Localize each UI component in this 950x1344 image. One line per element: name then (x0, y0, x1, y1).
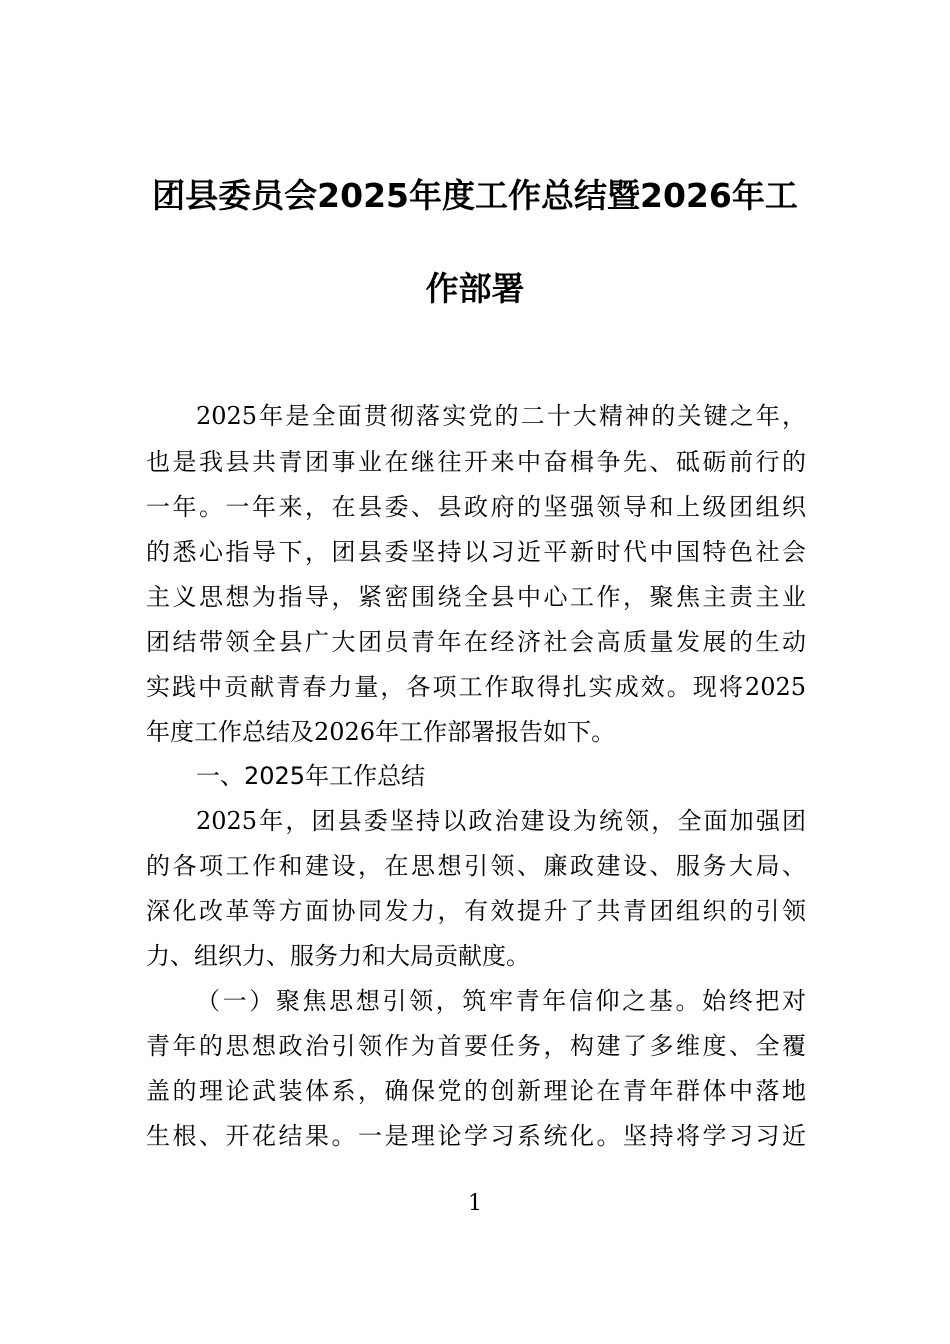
document-title-line-2: 作部署 (425, 269, 525, 308)
paragraph-line: 一年。一年来，在县委、县政府的坚强领导和上级团组织 (146, 493, 806, 521)
paragraph-line (196, 986, 806, 1016)
paragraph-line: 2025年，团县委坚持以政治建设为统领，全面加强团 (196, 807, 806, 835)
page-number: 1 (468, 1191, 482, 1216)
paragraph-text: 始终把对 (702, 987, 807, 1015)
document-title-line-1: 团县委员会2025年度工作总结暨2026年工 (152, 176, 798, 215)
paragraph-line: 的各项工作和建设，在思想引领、廉政建设、服务大局、 (146, 852, 806, 880)
paragraph-line: 年度工作总结及2026年工作部署报告如下。 (146, 718, 616, 746)
paragraph-line: 青年的思想政治引领作为首要任务，构建了多维度、全覆 (146, 1032, 806, 1060)
paragraph-line: 生根、开花结果。一是理论学习系统化。坚持将学习习近 (146, 1122, 806, 1150)
section-heading: 一、2025年工作总结 (196, 762, 426, 790)
paragraph-line: 盖的理论武装体系，确保党的创新理论在青年群体中落地 (146, 1077, 806, 1105)
paragraph-line: 力、组织力、服务力和大局贡献度。 (146, 942, 530, 970)
paragraph-line: 的悉心指导下，团县委坚持以习近平新时代中国特色社会 (146, 538, 806, 566)
paragraph-line: 深化改革等方面协同发力，有效提升了共青团组织的引领 (146, 897, 806, 925)
paragraph-line: 团结带领全县广大团员青年在经济社会高质量发展的生动 (146, 628, 806, 656)
subsection-heading: （一）聚焦思想引领，筑牢青年信仰之基。 (196, 987, 703, 1015)
paragraph-line: 也是我县共青团事业在继往开来中奋楫争先、砥砺前行的 (146, 448, 806, 476)
paragraph-line: 主义思想为指导，紧密围绕全县中心工作，聚焦主责主业 (146, 583, 806, 611)
paragraph-line: 2025年是全面贯彻落实党的二十大精神的关键之年， (196, 402, 806, 430)
paragraph-line: 实践中贡献青春力量，各项工作取得扎实成效。现将2025 (146, 673, 806, 701)
